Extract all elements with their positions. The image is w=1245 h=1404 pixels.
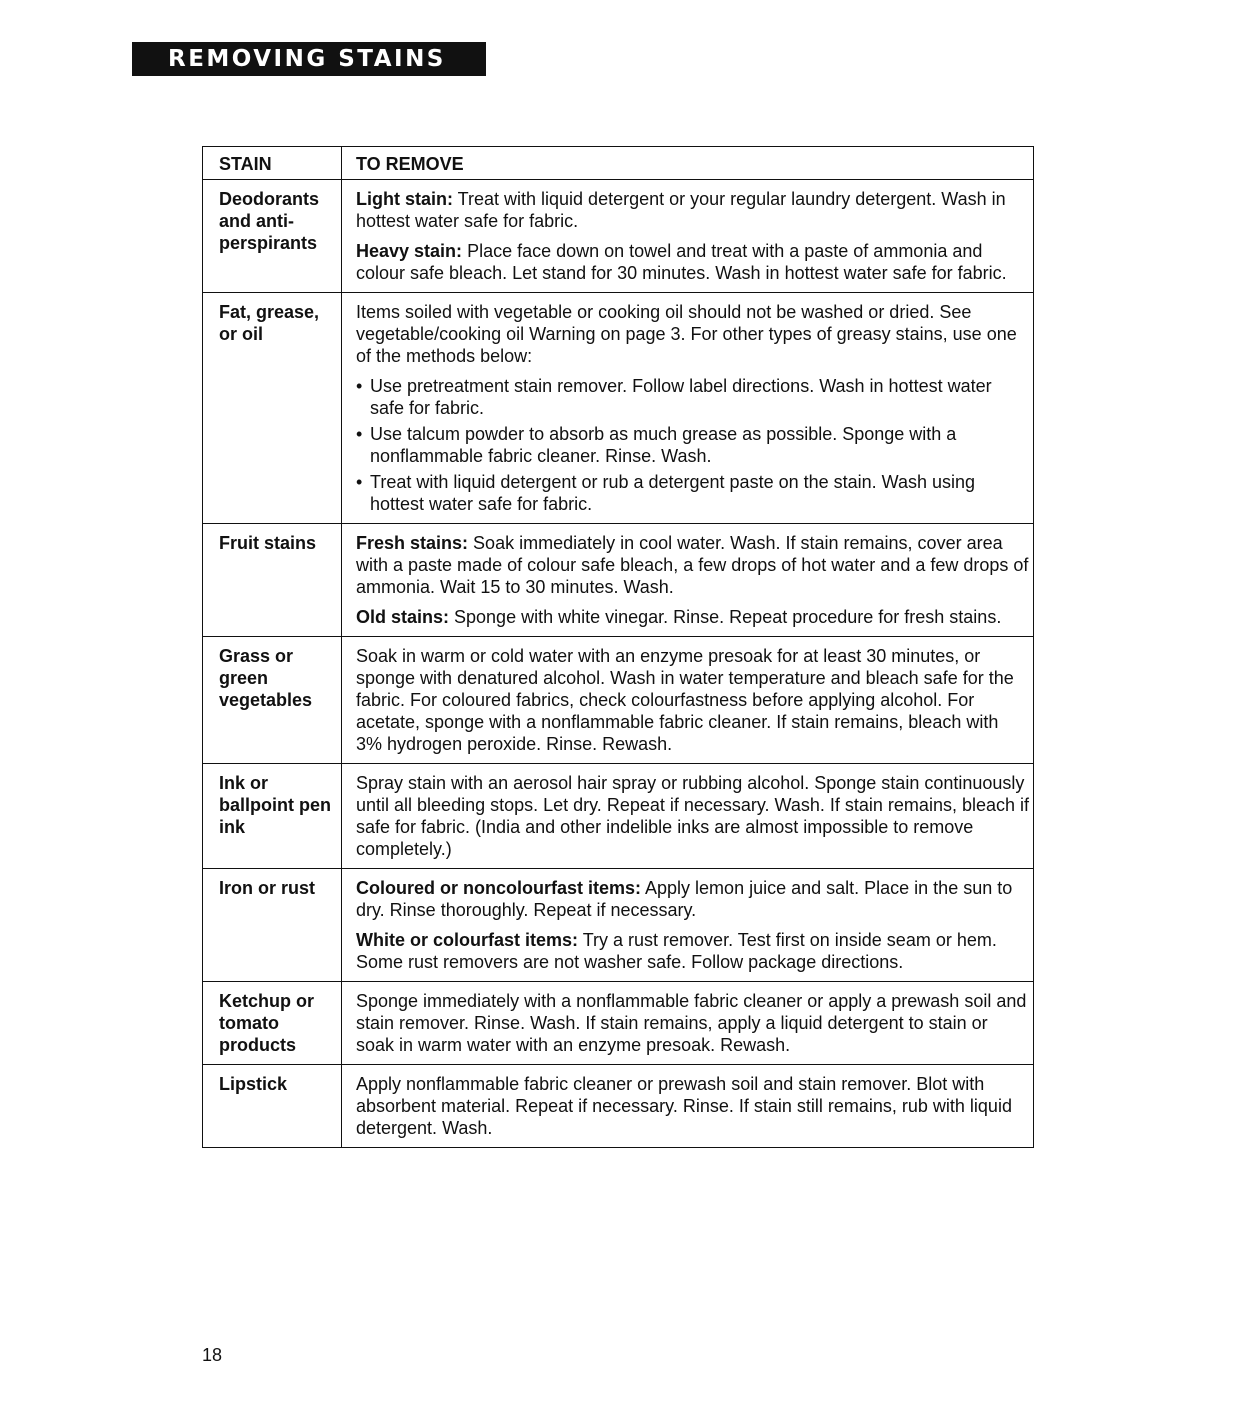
stain-name: Fruit stains [203,524,342,637]
stain-name: Ink or ballpoint pen ink [203,764,342,869]
instruction-text: Sponge with white vinegar. Rinse. Repeat procedure for fresh stains. [449,607,1002,627]
bullet-text: Use pretreatment stain remover. Follow label directions. Wash in hottest water safe for fabric. [370,376,992,418]
section-title-banner: REMOVING STAINS [132,42,486,76]
removal-instructions [342,180,1034,293]
stain-name: Iron or rust [203,869,342,982]
instruction-bullet [356,375,1029,419]
instruction-text: Sponge immediately with a nonflammable fabric cleaner or apply a prewash soil and stain remover. Rinse. Wash. If stain remains, apply a liquid detergent to stain or soak in warm water with an enzyme presoak. Rewash. [356,991,1027,1055]
instruction-paragraph [356,188,1029,232]
removal-instructions [342,869,1034,982]
removal-instructions [342,637,1034,764]
column-header-to-remove: TO REMOVE [342,147,1034,180]
stain-name: Fat, grease, or oil [203,293,342,524]
instruction-paragraph [356,877,1029,921]
removal-instructions [342,764,1034,869]
bullet-text: Use talcum powder to absorb as much grease as possible. Sponge with a nonflammable fabric cleaner. Rinse. Wash. [370,424,957,466]
instruction-text: Apply nonflammable fabric cleaner or prewash soil and stain remover. Blot with absorbent material. Repeat if necessary. Rinse. If stain still remains, rub with liquid detergent. Wash. [356,1074,1012,1138]
instruction-paragraph [356,606,1029,628]
instruction-lead: Coloured or noncolourfast items: [356,878,642,898]
bullet-icon: • [356,424,363,444]
instruction-lead: Light stain: [356,189,453,209]
instruction-text: Apply lemon juice and salt. Place in the sun to dry. Rinse thoroughly. Repeat if necessary. [356,878,1013,920]
instruction-lead: Heavy stain: [356,241,463,261]
instruction-paragraph [356,929,1029,973]
instruction-lead: Old stains: [356,607,450,627]
stain-name: Lipstick [203,1065,342,1148]
table-row [203,524,1034,637]
table-header-row [203,147,1034,180]
column-header-stain: STAIN [203,147,342,180]
instruction-text: Treat with liquid detergent or your regular laundry detergent. Wash in hottest water safe for fabric. [356,189,1006,231]
stain-name: Deodorants and anti-perspirants [203,180,342,293]
instruction-bullet [356,471,1029,515]
instruction-lead: Fresh stains: [356,533,469,553]
page-number: 18 [202,1345,223,1365]
instruction-text: Soak in warm or cold water with an enzyme presoak for at least 30 minutes, or sponge with denatured alcohol. Wash in water temperature and bleach safe for the fabric. For coloured fabrics, check colourfastness before applying alcohol. For acetate, sponge with a nonflammable fabric cleaner. If stain remains, bleach with 3% hydrogen peroxide. Rinse. Rewash. [356,646,1014,754]
stain-removal-table [202,146,1034,1148]
instruction-paragraph [356,532,1029,598]
table-row [203,293,1034,524]
instruction-bullet [356,423,1029,467]
instruction-paragraph [356,240,1029,284]
removal-instructions [342,982,1034,1065]
table-row [203,764,1034,869]
removal-instructions [342,524,1034,637]
instruction-text: Soak immediately in cool water. Wash. If stain remains, cover area with a paste made of colour safe bleach, a few drops of hot water and a few drops of ammonia. Wait 15 to 30 minutes. Wash. [356,533,1029,597]
bullet-icon: • [356,472,363,492]
stain-name: Ketchup or tomato products [203,982,342,1065]
instruction-text: Spray stain with an aerosol hair spray or rubbing alcohol. Sponge stain continuously until all bleeding stops. Let dry. Repeat if necessary. Wash. If stain remains, bleach if safe for fabric. (India and other indelible inks are almost impossible to remove completely.) [356,773,1029,859]
instruction-text: Place face down on towel and treat with a paste of ammonia and colour safe bleach. Let stand for 30 minutes. Wash in hottest water safe for fabric. [356,241,1007,283]
table-row [203,1065,1034,1148]
instruction-intro: Items soiled with vegetable or cooking oil should not be washed or dried. See vegetable/cooking oil Warning on page 3. For other types of greasy stains, use one of the methods below: [356,302,1017,366]
instruction-lead: White or colourfast items: [356,930,579,950]
table-row [203,869,1034,982]
removal-instructions [342,1065,1034,1148]
table-row [203,982,1034,1065]
bullet-text: Treat with liquid detergent or rub a detergent paste on the stain. Wash using hottest water safe for fabric. [370,472,976,514]
table-row [203,180,1034,293]
table-row [203,637,1034,764]
bullet-icon: • [356,376,363,396]
removal-instructions [342,293,1034,524]
stain-name: Grass or green vegetables [203,637,342,764]
instruction-text: Try a rust remover. Test first on inside seam or hem. Some rust removers are not washer safe. Follow package directions. [356,930,997,972]
